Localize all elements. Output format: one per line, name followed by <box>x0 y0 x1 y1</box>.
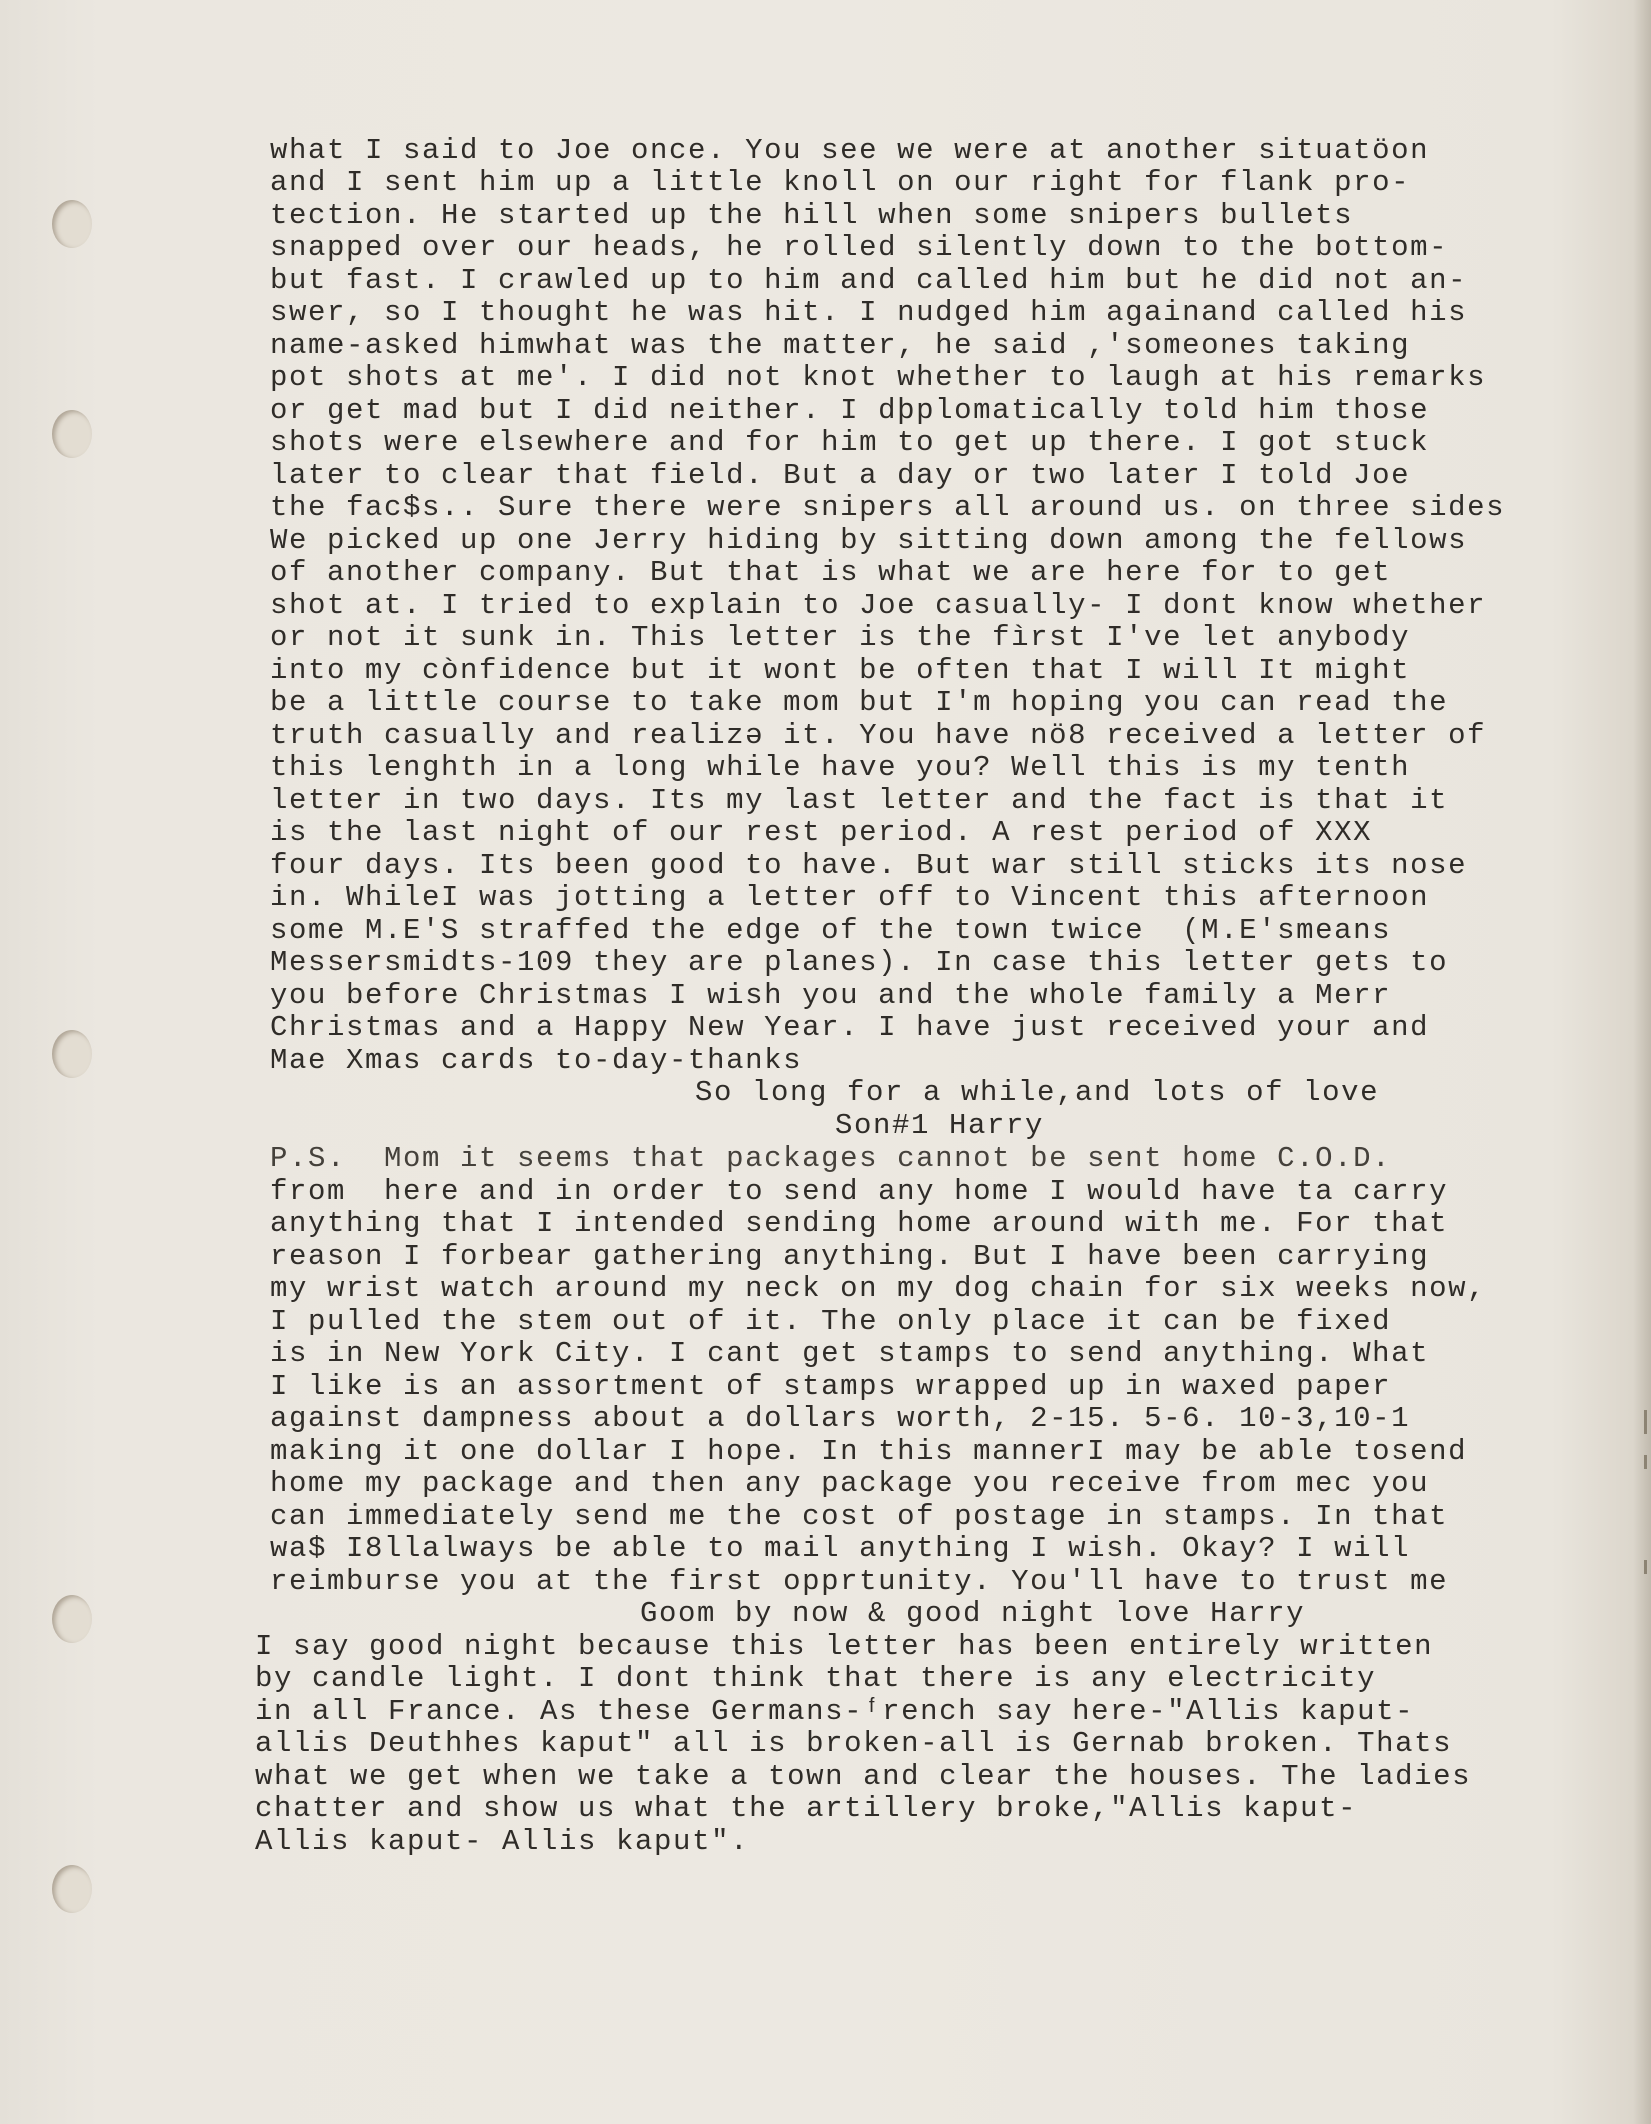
closing-line: So long for a while,and lots of love <box>695 1076 1380 1109</box>
text-line: my wrist watch around my neck on my dog chain for six weeks now, <box>270 1272 1487 1305</box>
text-line: snapped over our heads, he rolled silently down to the bottom- <box>270 231 1449 264</box>
text-line: reason I forbear gathering anything. But I have been carrying <box>270 1240 1430 1273</box>
text-line: is in New York City. I cant get stamps to send anything. What <box>270 1337 1430 1370</box>
punch-hole <box>52 1865 92 1913</box>
text-line: four days. Its been good to have. But war still sticks its nose <box>270 849 1468 882</box>
text-line: can immediately send me the cost of postage in stamps. In that <box>270 1500 1449 1533</box>
text-line: allis Deuthhes kaput" all is broken-all is Gernab broken. Thats <box>255 1727 1453 1760</box>
text-line: anything that I intended sending home around with me. For that <box>270 1207 1449 1240</box>
text-line: letter in two days. Its my last letter and the fact is that it <box>270 784 1449 817</box>
text-line: I like is an assortment of stamps wrapped up in waxed paper <box>270 1370 1392 1403</box>
text-line: shots were elsewhere and for him to get up there. I got stuck <box>270 426 1430 459</box>
text-line: you before Christmas I wish you and the whole family a Merr <box>270 979 1392 1012</box>
signature-line: Son#1 Harry <box>835 1109 1045 1142</box>
page-edge-shadow <box>1633 0 1651 2124</box>
text-line: against dampness about a dollars worth, 2-15. 5-6. 10-3,10-1 <box>270 1402 1411 1435</box>
text-line: truth casually and realizə it. You have nö8 received a letter of <box>270 719 1487 752</box>
text-line: Messersmidts-109 they are planes). In case this letter gets to <box>270 946 1449 979</box>
text-line: making it one dollar I hope. In this mannerI may be able tosend <box>270 1435 1468 1468</box>
text-line: Christmas and a Happy New Year. I have just received your and <box>270 1011 1430 1044</box>
text-line: the fac$s.. Sure there were snipers all around us. on three sides <box>270 491 1506 524</box>
text-line: or get mad but I did neither. I dþplomatically told him those <box>270 394 1430 427</box>
punch-hole <box>52 200 92 248</box>
text-line: but fast. I crawled up to him and called him but he did not an- <box>270 264 1468 297</box>
text-line: in all France. As these Germans-ᶠrench say here-"Allis kaput- <box>255 1695 1415 1728</box>
text-line: some M.E'S straffed the edge of the town twice (M.E'smeans <box>270 914 1392 947</box>
text-line: what I said to Joe once. You see we were at another situatöon <box>270 134 1430 167</box>
edge-mark <box>1644 1560 1647 1574</box>
text-line: Mae Xmas cards to-day-thanks <box>270 1044 803 1077</box>
text-line: reimburse you at the first opprtunity. You'll have to trust me <box>270 1565 1449 1598</box>
text-line: later to clear that field. But a day or two later I told Joe <box>270 459 1411 492</box>
punch-hole <box>52 410 92 458</box>
text-line: I say good night because this letter has been entirely written <box>255 1630 1434 1663</box>
text-line: be a little course to take mom but I'm hoping you can read the <box>270 686 1449 719</box>
text-line: is the last night of our rest period. A rest period of XXX <box>270 816 1373 849</box>
text-line: by candle light. I dont think that there is any electricity <box>255 1662 1377 1695</box>
text-line: home my package and then any package you receive from mec you <box>270 1467 1430 1500</box>
text-line: and I sent him up a little knoll on our right for flank pro- <box>270 166 1411 199</box>
text-line: or not it sunk in. This letter is the fìrst I've let anybody <box>270 621 1411 654</box>
text-line: chatter and show us what the artillery broke,"Allis kaput- <box>255 1792 1358 1825</box>
text-line: into my cònfidence but it wont be often that I will It might <box>270 654 1411 687</box>
text-line: swer, so I thought he was hit. I nudged him againand called his <box>270 296 1468 329</box>
text-line: We picked up one Jerry hiding by sitting down among the fellows <box>270 524 1468 557</box>
text-line: this lenghth in a long while have you? Well this is my tenth <box>270 751 1411 784</box>
text-line: of another company. But that is what we are here for to get <box>270 556 1392 589</box>
text-line: what we get when we take a town and clear the houses. The ladies <box>255 1760 1472 1793</box>
text-line: shot at. I tried to explain to Joe casually- I dont know whether <box>270 589 1487 622</box>
punch-hole <box>52 1595 92 1643</box>
text-line: pot shots at me'. I did not knot whether to laugh at his remarks <box>270 361 1487 394</box>
text-line: wa$ I8llalways be able to mail anything I wish. Okay? I will <box>270 1532 1411 1565</box>
text-line: tection. He started up the hill when some snipers bullets <box>270 199 1354 232</box>
text-line: I pulled the stem out of it. The only place it can be fixed <box>270 1305 1392 1338</box>
punch-hole <box>52 1030 92 1078</box>
signature-line: Goom by now & good night love Harry <box>640 1597 1306 1630</box>
edge-mark <box>1644 1410 1647 1434</box>
text-line: from here and in order to send any home I would have ta carry <box>270 1175 1449 1208</box>
edge-mark <box>1644 1455 1647 1469</box>
text-line: Allis kaput- Allis kaput". <box>255 1825 750 1858</box>
text-line: in. WhileI was jotting a letter off to Vincent this afternoon <box>270 881 1430 914</box>
text-line: P.S. Mom it seems that packages cannot be sent home C.O.D. <box>270 1142 1392 1175</box>
text-line: name-asked himwhat was the matter, he said ,'someones taking <box>270 329 1411 362</box>
